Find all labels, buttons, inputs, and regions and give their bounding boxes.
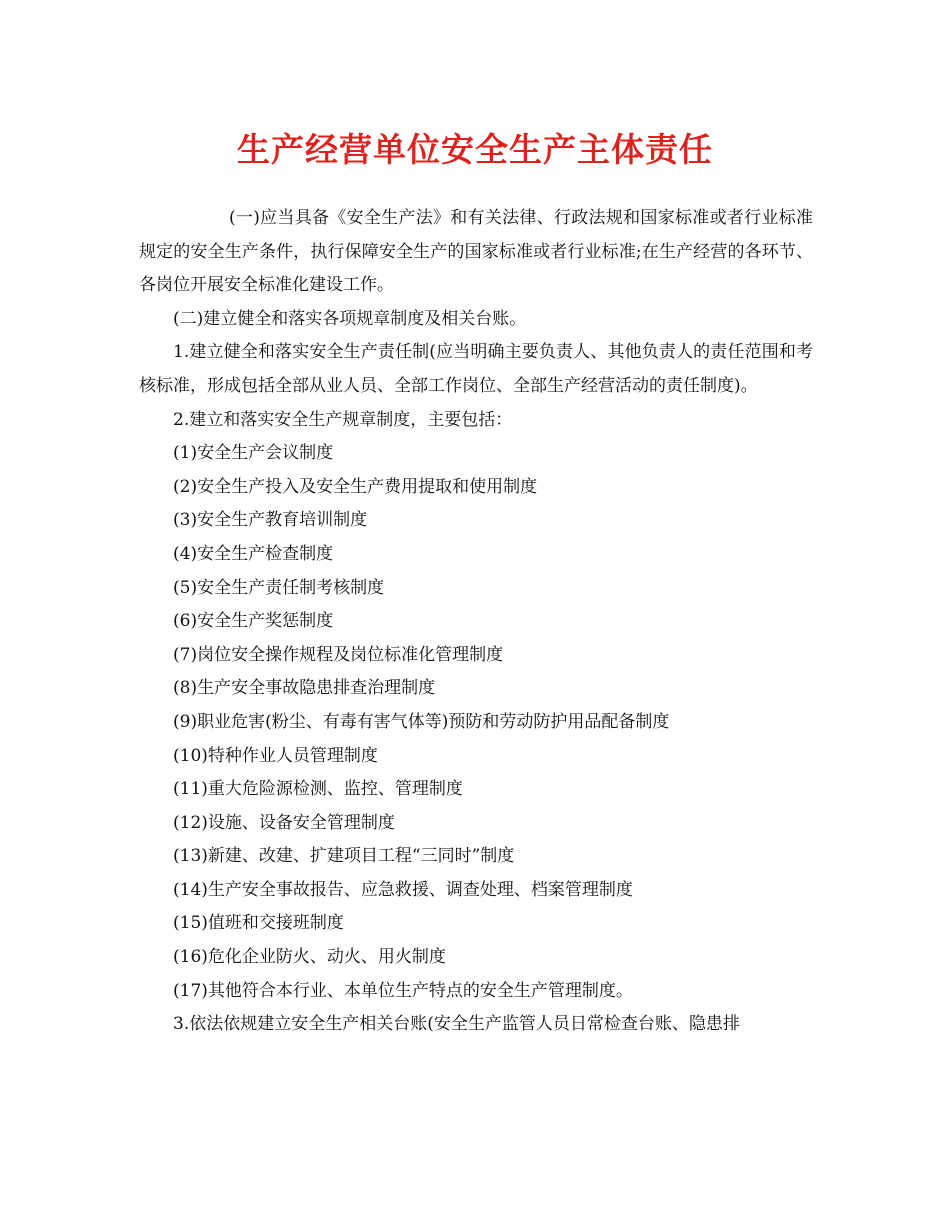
list-item: (13)新建、改建、扩建项目工程“三同时”制度 bbox=[173, 846, 515, 867]
list-item: (5)安全生产责任制考核制度 bbox=[173, 577, 385, 598]
list-item: (2)安全生产投入及安全生产费用提取和使用制度 bbox=[173, 476, 538, 497]
paragraph-1: (一)应当具备《安全生产法》和有关法律、行政法规和国家标准或者行业标准规定的安全生产条件，执行保障安全生产的国家标准或者行业标准;在生产经营的各环节、各岗位开展安全标准化建设工作。 bbox=[139, 208, 813, 296]
paragraph-2: (二)建立健全和落实各项规章制度及相关台账。 bbox=[173, 308, 527, 329]
paragraph-3: 1.建立健全和落实安全生产责任制(应当明确主要负责人、其他负责人的责任范围和考核标准，形成包括全部从业人员、全部工作岗位、全部生产经营活动的责任制度)。 bbox=[139, 342, 813, 396]
list-item: (12)设施、设备安全管理制度 bbox=[173, 812, 395, 833]
list-item: (17)其他符合本行业、本单位生产特点的安全生产管理制度。 bbox=[173, 980, 633, 1001]
document-body bbox=[139, 202, 813, 1042]
list-item: (6)安全生产奖惩制度 bbox=[173, 611, 334, 632]
document-title: 生产经营单位安全生产主体责任 bbox=[237, 130, 713, 169]
list-item: (11)重大危险源检测、监控、管理制度 bbox=[173, 779, 463, 800]
list-item: (7)岗位安全操作规程及岗位标准化管理制度 bbox=[173, 644, 504, 665]
paragraph-4: 2.建立和落实安全生产规章制度，主要包括： bbox=[173, 409, 513, 430]
list-item: (10)特种作业人员管理制度 bbox=[173, 745, 378, 766]
list-item: (8)生产安全事故隐患排查治理制度 bbox=[173, 678, 436, 699]
list-item: (9)职业危害(粉尘、有毒有害气体等)预防和劳动防护用品配备制度 bbox=[173, 711, 670, 732]
paragraph-5: 3.依法依规建立安全生产相关台账(安全生产监管人员日常检查台账、隐患排 bbox=[173, 1014, 740, 1035]
rules-list bbox=[139, 437, 813, 1008]
list-item: (1)安全生产会议制度 bbox=[173, 443, 334, 464]
list-item: (16)危化企业防火、动火、用火制度 bbox=[173, 947, 446, 968]
list-item: (14)生产安全事故报告、应急救援、调查处理、档案管理制度 bbox=[173, 879, 633, 900]
list-item: (15)值班和交接班制度 bbox=[173, 913, 344, 934]
list-item: (3)安全生产教育培训制度 bbox=[173, 510, 368, 531]
list-item: (4)安全生产检查制度 bbox=[173, 543, 334, 564]
